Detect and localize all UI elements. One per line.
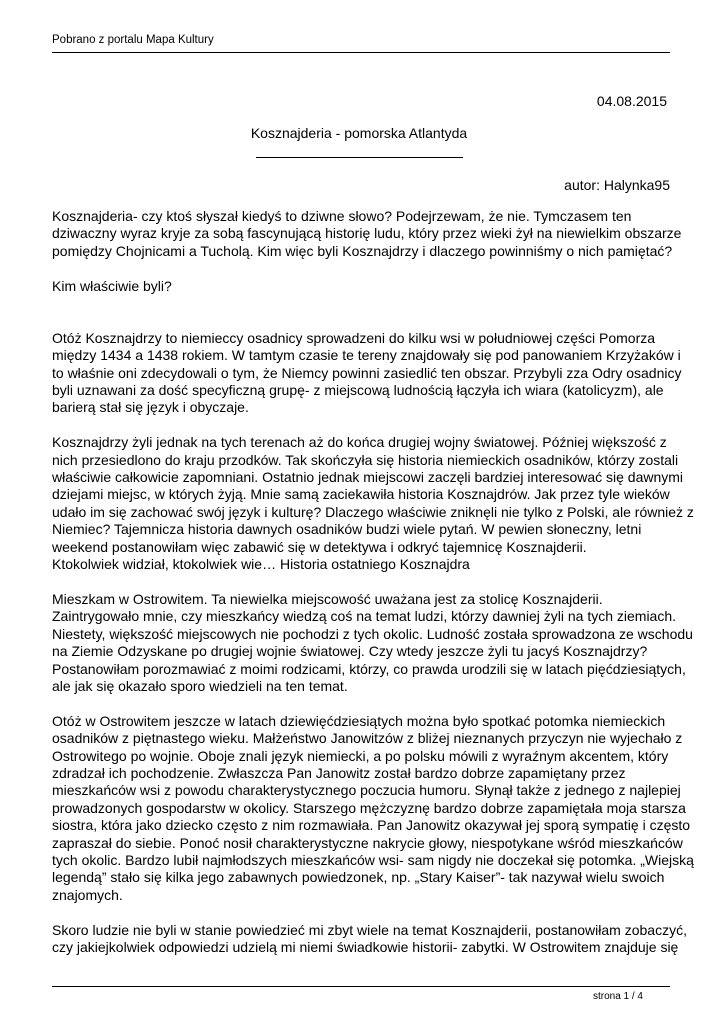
paragraph-history: [52, 434, 692, 573]
text-line: Kosznajderia- czy ktoś słyszał kiedyś to dziwne słowo? Podejrzewam, że nie. Tymczasem ten: [52, 208, 632, 224]
text-line: mieszkańców wsi z powodu charakterystycznego poczucia humoru. Słynął także z jednego z najlepiej: [52, 782, 681, 799]
text-line: barierą stał się język i obyczaje.: [52, 399, 249, 416]
text-line: udało im się zachować swój język i kulturę? Dlaczego właściwie zniknęli nie tylko z Polski, ale również z: [52, 503, 694, 520]
text-line: tych okolic. Bardzo lubił najmłodszych mieszkańców wsi- sam nigdy nie doczekał się potomka. „Wiejską: [52, 851, 694, 868]
text-line: czy jakiejkolwiek odpowiedzi udzielą mi niemi świadkowie historii- zabytki. W Ostrowitem znajduje się: [52, 938, 679, 955]
text-line: zdradzał ich pochodzenie. Zwłaszcza Pan Janowitz został bardzo dobrze zapamiętany przez: [52, 764, 626, 781]
title-underline: [256, 157, 463, 158]
text-line: między 1434 a 1438 rokiem. W tamtym czasie te tereny znajdowały się pod panowaniem Krzyżaków i: [52, 347, 681, 364]
section-question: [52, 278, 692, 295]
text-line: prowadzonych gospodarstw w okolicy. Starszego mężczyznę bardzo dobrze zapamiętała moja starsza: [52, 799, 686, 816]
text-line: Ktokolwiek widział, ktokolwiek wie… Historia ostatniego Kosznajdra: [52, 556, 470, 573]
text-line: Kim właściwie byli?: [52, 277, 172, 294]
text-line: Otóż w Ostrowitem jeszcze w latach dziewięćdziesiątych można było spotkać potomka niemieckich: [52, 712, 666, 729]
text-line: ale jak się okazało sporo wiedzieli na ten temat.: [52, 677, 348, 694]
text-line: nich przesiedlono do kraju przodków. Tak skończyła się historia niemieckich osadników, którzy zostali: [52, 451, 679, 468]
document-date: 04.08.2015: [596, 93, 667, 109]
text-line: siostra, która jako dziecko często z nim rozmawiała. Pan Janowitz okazywał jej sporą sympatię i często: [52, 817, 691, 834]
page-number: strona 1 / 4: [592, 991, 643, 1002]
text-line: na Ziemie Odzyskane po drugiej wojnie światowej. Czy wtedy jeszcze żyli tu jacyś Kosznajdrzy?: [52, 643, 648, 660]
document-author: autor: Halynka95: [564, 177, 670, 193]
paragraph-monuments: [52, 922, 692, 957]
footer-divider: [52, 986, 670, 987]
text-line: dziwaczny wyraz kryje za sobą fascynującą historię ludu, który przez wieki żył na niewielkim obszarze: [52, 225, 682, 242]
text-line: zapraszał do siebie. Ponoć nosił charakterystyczne nakrycie głowy, niespotykane wśród mieszkańców: [52, 834, 683, 851]
text-line: Kosznajdrzy żyli jednak na tych terenach aż do końca drugiej wojny światowej. Później większość z: [52, 434, 667, 451]
text-line: Postanowiłam porozmawiać z moimi rodzicami, którzy, co prawda urodzili się w latach pięćdziesiątych,: [52, 660, 686, 677]
text-line: pomiędzy Chojnicami a Tucholą. Kim więc byli Kosznajdrzy i dlaczego powinniśmy o nich pamiętać?: [52, 242, 673, 259]
text-line: osadników z piętnastego wieku. Małżeństwo Janowitzów z bliżej nieznanych przyczyn nie wyjechało z: [52, 730, 683, 747]
text-line: Niestety, większość miejscowych nie pochodzi z tych okolic. Ludność została sprowadzona ze wschodu: [52, 625, 693, 642]
article-body: [52, 208, 692, 956]
text-line: Skoro ludzie nie byli w stanie powiedzieć mi zbyt wiele na temat Kosznajderii, postanowiłam zobaczyć,: [52, 921, 687, 938]
header-divider: [52, 52, 670, 53]
text-line: Zaintrygowało mnie, czy mieszkańcy wiedzą coś na temat ludzi, którzy dawniej żyli na tych ziemiach.: [52, 608, 677, 625]
text-line: właściwie całkowicie zapomniani. Ostatnio jednak miejscowi zaczęli bardziej interesować się dawnymi: [52, 469, 684, 486]
text-line: znajomych.: [52, 886, 123, 903]
portal-source-header: Pobrano z portalu Mapa Kultury: [52, 34, 214, 46]
paragraph-janowitz: [52, 713, 692, 904]
text-line: Ostrowitego po wojnie. Oboje znali język niemiecki, a po polsku mówili z wyraźnym akcentem, który: [52, 747, 669, 764]
text-line: Niemiec? Tajemnicza historia dawnych osadników budzi wiele pytań. W pewien słoneczny, letni: [52, 521, 642, 538]
text-line: legendą” stało się kilka jego zabawnych powiedzonek, np. „Stary Kaiser”- tak nazywał wielu swoich: [52, 869, 665, 886]
text-line: Otóż Kosznajdrzy to niemieccy osadnicy sprowadzeni do kilku wsi w południowej części Pomorza: [52, 329, 656, 346]
text-line: weekend postanowiłam więc zabawić się w detektywa i odkryć tajemnicę Kosznajderii.: [52, 538, 587, 555]
text-line: Mieszkam w Ostrowitem. Ta niewielka miejscowość uważana jest za stolicę Kosznajderii.: [52, 590, 603, 607]
paragraph-intro: [52, 208, 692, 260]
text-line: to właśnie oni zdecydowali o tym, że Niemcy powinni zasiedlić ten obszar. Przybyli zza Odry osadnicy: [52, 364, 682, 381]
paragraph-ostrowite: [52, 591, 692, 695]
text-line: dziejami miejsc, w których żyją. Mnie samą zaciekawiła historia Kosznajdrów. Jak przez tyle wieków: [52, 486, 670, 503]
document-title: Kosznajderia - pomorska Atlantyda: [250, 125, 468, 141]
paragraph-origins: [52, 330, 692, 417]
text-line: byli uznawani za dość specyficzną grupę- z miejscową ludnością łączyła ich wiara (katolicyzm), ale: [52, 382, 664, 399]
